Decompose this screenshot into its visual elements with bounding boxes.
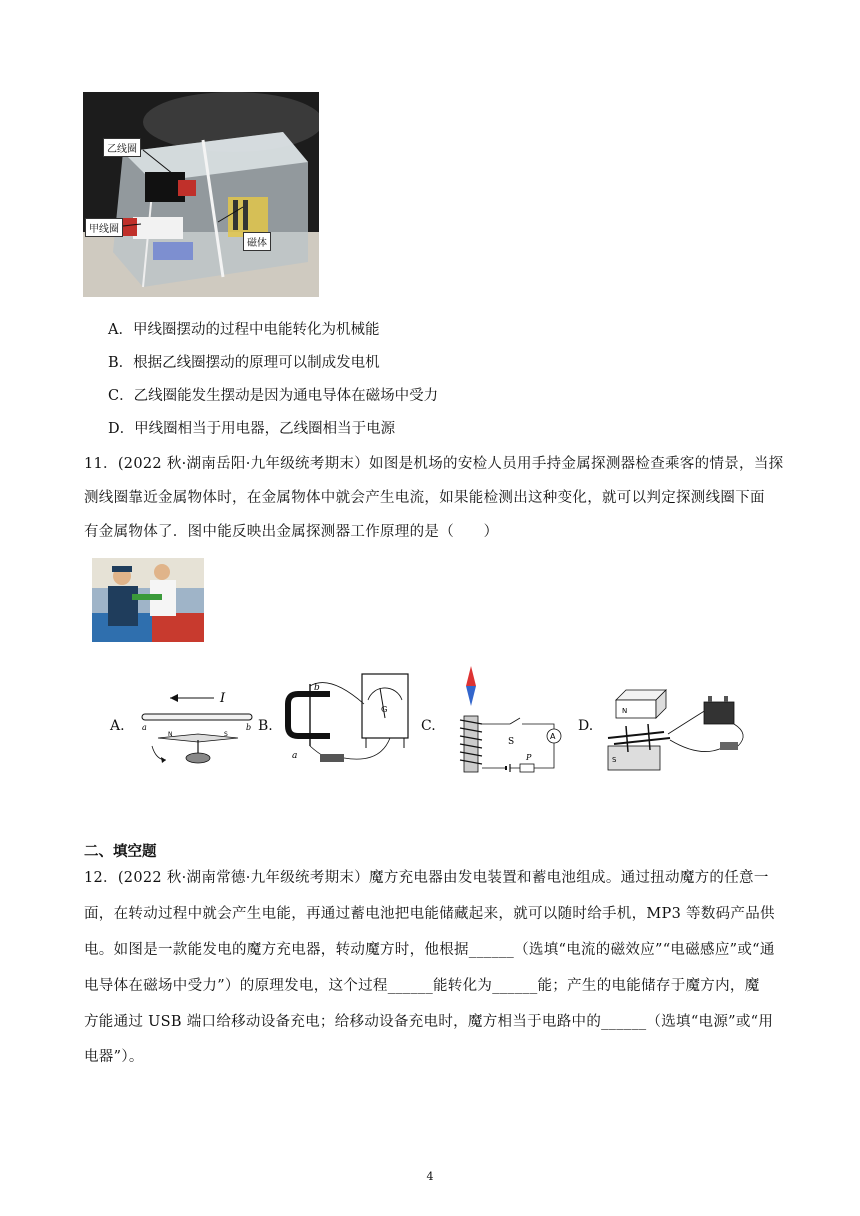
label-yi-coil: 乙线圈: [103, 138, 141, 157]
q10-option-a: A．甲线圈摆动的过程中电能转化为机械能: [108, 322, 380, 338]
fig-a-label-a: a: [142, 723, 147, 732]
fig-b-label-b: b: [314, 683, 320, 693]
choice-c-label: C.: [421, 718, 436, 734]
fig-d-label-s: S: [612, 756, 617, 764]
figure-d-motor-principle: [600, 686, 755, 776]
choice-a-label: A.: [110, 718, 125, 734]
q10-option-c: C．乙线圈能发生摆动是因为通电导体在磁场中受力: [108, 388, 439, 404]
fig-a-label-s: S: [224, 731, 228, 738]
security-check-illustration: [92, 558, 204, 642]
q11-line-3: 有金属物体了．图中能反映出金属探测器工作原理的是（ ）: [84, 524, 499, 540]
choice-d-label: D.: [578, 718, 594, 734]
q12-line-1: 12．(2022 秋·湖南常德·九年级统考期末）魔方充电器由发电装置和蓄电池组成。通过扭动魔方的任意一: [84, 870, 769, 886]
fig-d-label-n: N: [622, 707, 628, 715]
coil-experiment-photo: [83, 92, 319, 297]
q11-line-2: 测线圈靠近金属物体时，在金属物体中就会产生电流，如果能检测出这种变化，就可以判定探测线圈下面: [84, 490, 765, 506]
fig-b-label-g: G: [381, 705, 388, 714]
section-title-fill-in: 二、填空题: [84, 844, 157, 860]
fig-c-label-p: P: [526, 753, 532, 762]
q12-line-6: 电器”）。: [84, 1049, 144, 1065]
choice-b-label: B.: [258, 718, 273, 734]
fig-c-label-ammeter: A: [550, 732, 556, 741]
fig-a-label-n: N: [168, 731, 173, 738]
q12-line-2: 面，在转动过程中就会产生电能，再通过蓄电池把电能储藏起来，就可以随时给手机，MP3 等数码产品供: [84, 906, 775, 922]
q11-line-1: 11．(2022 秋·湖南岳阳·九年级统考期末）如图是机场的安检人员用手持金属探测器检查乘客的情景，当探: [84, 456, 784, 472]
fig-b-label-a: a: [292, 751, 298, 761]
q12-line-5: 方能通过 USB 端口给移动设备充电；给移动设备充电时，魔方相当于电路中的______（选填“电源”或“用: [84, 1014, 774, 1030]
q10-option-b: B．根据乙线圈摆动的原理可以制成发电机: [108, 355, 380, 371]
fig-a-label-b: b: [246, 723, 252, 732]
label-magnet: 磁体: [243, 232, 271, 251]
fig-c-label-s: S: [508, 737, 515, 747]
figure-c-electromagnet-circuit: [450, 660, 570, 776]
q12-line-4: 电导体在磁场中受力”）的原理发电，这个过程______能转化为______能；产生的电能储存于魔方内，魔: [84, 978, 760, 994]
security-check-photo: [92, 558, 204, 642]
fig-a-current-label: I: [220, 691, 226, 706]
page-number: 4: [426, 1170, 434, 1183]
q10-option-d: D．甲线圈相当于用电器，乙线圈相当于电源: [108, 421, 396, 437]
label-jia-coil: 甲线圈: [85, 218, 123, 237]
q12-line-3: 电。如图是一款能发电的魔方充电器，转动魔方时，他根据______（选填“电流的磁效应”“电磁感应”或“通: [84, 942, 775, 958]
coil-experiment-illustration: [83, 92, 319, 297]
figure-b-induction-galvanometer: [280, 664, 415, 776]
figure-a-current-compass: [138, 688, 258, 768]
